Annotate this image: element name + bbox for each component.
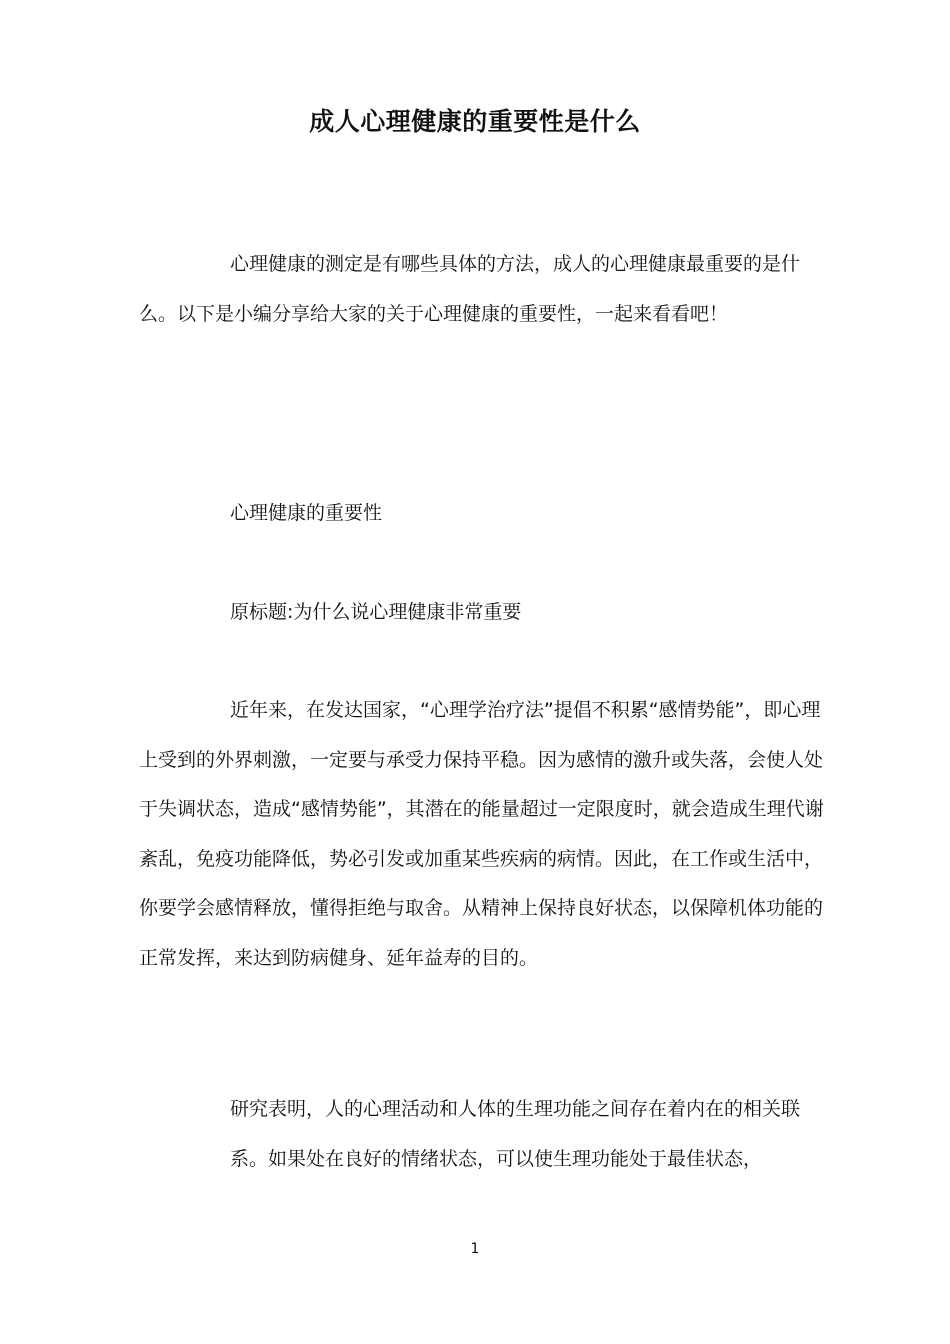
document-title: 成人心理健康的重要性是什么 (309, 107, 641, 136)
section-heading: 心理健康的重要性 (230, 502, 383, 524)
intro-paragraph: 心理健康的测定是有哪些具体的方法，成人的心理健康最重要的是什么。以下是小编分享给大家的关于心理健康的重要性，一起来看看吧！ (139, 253, 801, 325)
original-title-line: 原标题:为什么说心理健康非常重要 (230, 601, 522, 623)
body-paragraph-1: 近年来，在发达国家，“心理学治疗法”提倡不积累“感情势能”，即心理上受到的外界刺激，一定要与承受力保持平稳。因为感情的激升或失落，会使人处于失调状态，造成“感情势能”，其潜在的能量超过一定限度时，就会造成生理代谢紊乱，免疫功能降低，势必引发或加重某些疾病的病情。因此，在工作或生活中，你要学会感情释放，懂得拒绝与取舍。从精神上保持良好状态，以保障机体功能的正常发挥，来达到防病健身、延年益寿的目的。 (139, 699, 824, 969)
body-paragraph-2: 研究表明，人的心理活动和人体的生理功能之间存在着内在的相关联系。如果处在良好的情绪状态，可以使生理功能处于最佳状态， (230, 1098, 801, 1170)
page-number: 1 (470, 1241, 480, 1257)
